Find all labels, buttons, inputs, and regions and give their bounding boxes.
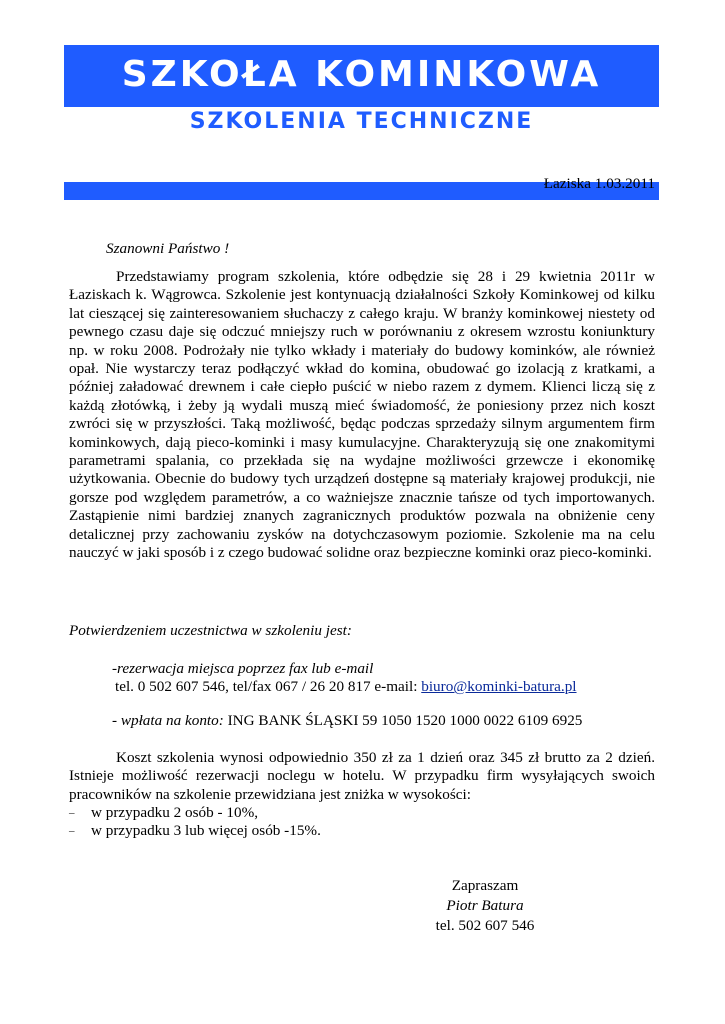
closing-text: Zapraszam (451, 877, 519, 894)
payment-prefix: - (112, 712, 121, 729)
contact-phones: tel. 0 502 607 546, tel/fax 067 / 26 20 817 e-mail: (115, 678, 422, 695)
payment-line (112, 712, 582, 730)
confirmation-heading: Potwierdzeniem uczestnictwa w szkoleniu jest: (69, 622, 352, 639)
dash-bullet: – (69, 807, 75, 819)
reservation-option: -rezerwacja miejsca poprzez fax lub e-mail (112, 660, 374, 677)
payment-account: ING BANK ŚLĄSKI 59 1050 1520 1000 0022 6109 6925 (223, 712, 583, 729)
header-title: SZKOŁA KOMINKOWA (121, 54, 602, 95)
list-item (69, 822, 321, 840)
header-banner (64, 45, 659, 155)
signer-name: Piotr Batura (446, 897, 524, 914)
discount-list (69, 804, 321, 841)
signature-block (410, 876, 560, 936)
letter-greeting: Szanowni Państwo ! (106, 240, 230, 257)
letter-body (69, 268, 655, 563)
contact-line (115, 678, 577, 696)
list-item (69, 804, 321, 822)
signer-phone: tel. 502 607 546 (435, 917, 535, 934)
discount-text: w przypadku 3 lub więcej osób -15%. (91, 822, 321, 840)
cost-text: Koszt szkolenia wynosi odpowiednio 350 zł za 1 dzień oraz 345 zł brutto za 2 dzień. Istnieje możliwość rezerwacji noclegu w hotelu. W przypadku firm wysyłających swoich pracowników na szkolenie przewidziana jest zniżka w wysokości: (69, 749, 655, 803)
discount-text: w przypadku 2 osób - 10%, (91, 804, 259, 821)
cost-paragraph (69, 749, 655, 804)
email-link[interactable]: biuro@kominki-batura.pl (421, 678, 577, 695)
letter-date: Łaziska 1.03.2011 (543, 175, 655, 192)
dash-bullet: – (69, 825, 75, 838)
header-subtitle: SZKOLENIA TECHNICZNE (189, 109, 534, 134)
letter-paragraph: Przedstawiamy program szkolenia, które odbędzie się 28 i 29 kwietnia 2011r w Łaziskach k. Wągrowca. Szkolenie jest kontynuacją działalności Szkoły Kominkowej od kilku lat cieszącej się zainteresowaniem słuchaczy z całego kraju. W branży kominkowej niestety od pewnego czasu daje się odczuć mniejszy ruch w porównaniu z okresem wzrostu koniunktury np. w roku 2008. Podrożały nie tylko wkłady i materiały do budowy kominków, ale również opał. Nie wystarczy teraz podłączyć wkład do komina, obudować go izolacją z kratkami, a później załadować drewnem i całe ciepło puścić w niebo razem z dymem. Klienci liczą się z każdą złotówką, i żeby ją wydali muszą mieć świadomość, że poniesiony przez nich koszt zwróci się w przyszłości. Taką możliwość, będąc podczas sprzedaży silnym argumentem firm kominkowych, dają pieco-kominki i masy kumulacyjne. Charakteryzują się one znakomitymi parametrami spalania, co przekłada się na wydajne możliwości grzewcze i ekonomikę użytkowania. Obecnie do budowy tych urządzeń dostępne są materiały krajowej produkcji, nie gorsze pod względem parametrów, a co ważniejsze znacznie tańsze od tych importowanych. Zastąpienie nimi bardziej znanych zagranicznych produktów pozwala na obniżenie ceny detalicznej przy zachowaniu zysków na dotychczasowym poziomie. Szkolenie ma na celu nauczyć w jaki sposób i z czego budować solidne oraz bezpieczne kominki oraz pieco-kominki. (69, 268, 655, 562)
payment-label: wpłata na konto: (120, 712, 224, 729)
